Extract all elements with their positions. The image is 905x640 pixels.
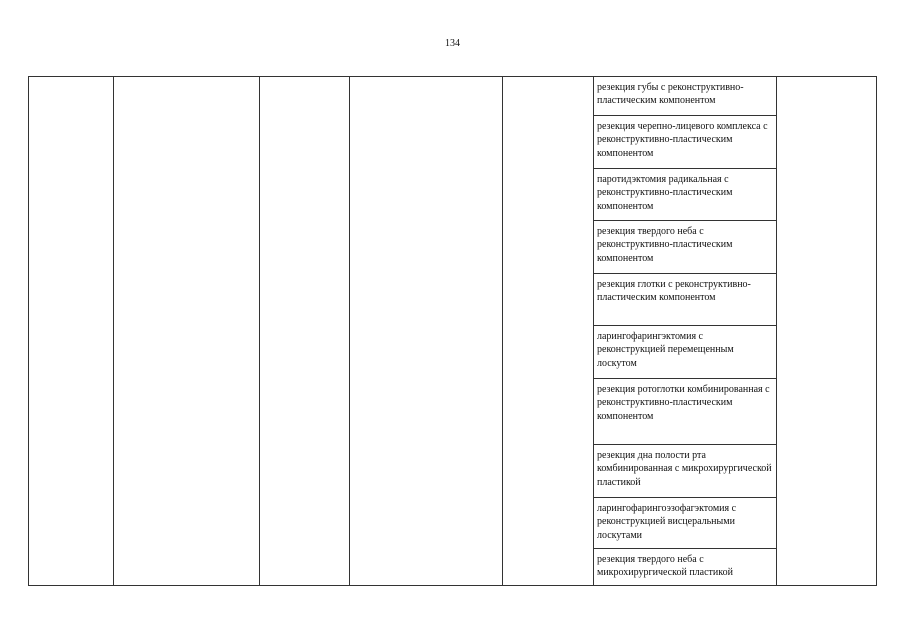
procedures-cell <box>594 77 777 586</box>
procedure-item: резекция глотки с реконструктивно-пластическим компонентом <box>594 274 776 326</box>
procedure-item: паротидэктомия радикальная с реконструктивно-пластическим компонентом <box>594 169 776 221</box>
procedure-item: резекция твердого неба с микрохирургической пластикой <box>597 554 733 579</box>
table-cell-col-5 <box>503 77 594 586</box>
table-cell-col-7 <box>777 77 877 586</box>
page-number: 134 <box>445 38 460 49</box>
procedure-item: резекция дна полости рта комбинированная с микрохирургической пластикой <box>594 445 776 498</box>
procedure-item: резекция губы с реконструктивно-пластическим компонентом <box>594 77 776 116</box>
procedure-item: ларингофарингоэзофагэктомия с реконструкцией висцеральными лоскутами <box>594 498 776 549</box>
procedures-table <box>28 76 877 586</box>
procedure-item: резекция твердого неба с реконструктивно-пластическим компонентом <box>594 221 776 274</box>
procedure-item: резекция ротоглотки комбинированная с реконструктивно-пластическим компонентом <box>594 379 776 445</box>
procedure-item: ларингофарингэктомия с реконструкцией перемещенным лоскутом <box>594 326 776 379</box>
table-cell-col-2 <box>114 77 260 586</box>
table-cell-col-3 <box>260 77 350 586</box>
table-cell-col-4 <box>350 77 503 586</box>
table-cell-col-1 <box>29 77 114 586</box>
table-row <box>29 77 877 586</box>
procedure-list <box>594 77 776 585</box>
procedure-item: резекция черепно-лицевого комплекса с реконструктивно-пластическим компонентом <box>594 116 776 169</box>
